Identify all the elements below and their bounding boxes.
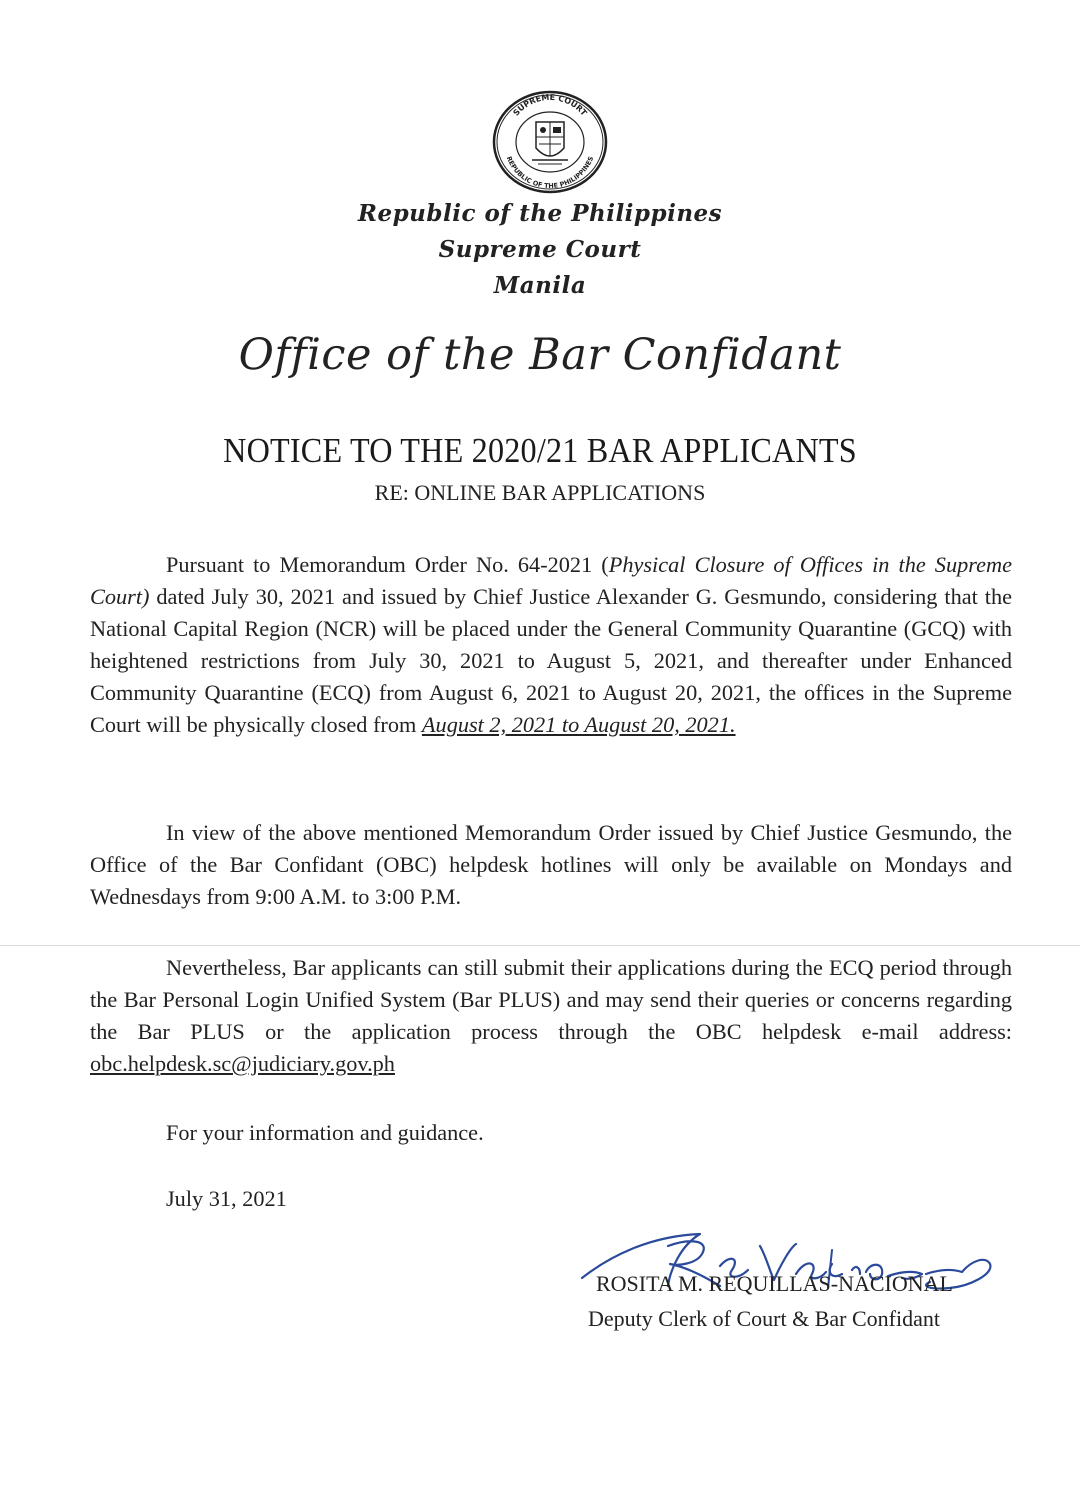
seal-bottom-text: REPUBLIC OF THE PHILIPPINES	[504, 155, 596, 191]
paragraph-hotlines	[90, 817, 1012, 913]
paragraph-memorandum	[90, 549, 1012, 741]
scan-divider	[0, 945, 1080, 946]
signatory-name: ROSITA M. REQUILLAS-NACIONAL	[596, 1271, 953, 1296]
p3-text: Nevertheless, Bar applicants can still submit their applications during the ECQ period through the Bar Personal Login Unified System (Bar PLUS) and may send their queries or concerns regarding the Bar PLUS or the application process through the OBC helpdesk e-mail address:	[90, 955, 1012, 1044]
supreme-court-seal	[486, 90, 614, 194]
notice-title: NOTICE TO THE 2020/21 BAR APPLICANTS	[223, 431, 857, 470]
seal-top-text: SUPREME COURT	[511, 92, 589, 118]
p2-text: In view of the above mentioned Memorandum Order issued by Chief Justice Gesmundo, the Office of the Bar Confidant (OBC) helpdesk hotlines will only be available on Mondays and Wednesdays from 9:00 A.M. to 3:00 P.M.	[90, 820, 1012, 909]
closure-dates: August 2, 2021 to August 20, 2021.	[421, 712, 736, 737]
office-name: Office of the Bar Confidant	[238, 330, 842, 380]
p1-italic: Physical Closure of Offices in the Supreme Court)	[90, 552, 1012, 609]
closing-line: For your information and guidance.	[166, 1120, 484, 1145]
signatory-title: Deputy Clerk of Court & Bar Confidant	[588, 1306, 940, 1331]
letterhead-republic: Republic of the Philippines	[357, 200, 723, 227]
letterhead-supreme-court: Supreme Court	[438, 236, 642, 263]
paragraph-bar-plus	[90, 952, 1012, 1080]
p1-part2: dated July 30, 2021 and issued by Chief Justice Alexander G. Gesmundo, considering that the National Capital Region (NCR) will be placed under the General Community Quarantine (GCQ) with heightened restrictions from July 30, 2021 to August 5, 2021, and thereafter under Enhanced Community Quarantine (ECQ) from August 6, 2021 to August 20, 2021, the offices in the Supreme Court will be physically closed from	[90, 584, 1012, 737]
notice-date: July 31, 2021	[166, 1186, 287, 1211]
helpdesk-email-link[interactable]: obc.helpdesk.sc@judiciary.gov.ph	[90, 1051, 395, 1076]
notice-subtitle: RE: ONLINE BAR APPLICATIONS	[374, 480, 706, 505]
p1-part1: Pursuant to Memorandum Order No. 64-2021 (	[166, 552, 609, 577]
letterhead-manila: Manila	[493, 272, 587, 299]
